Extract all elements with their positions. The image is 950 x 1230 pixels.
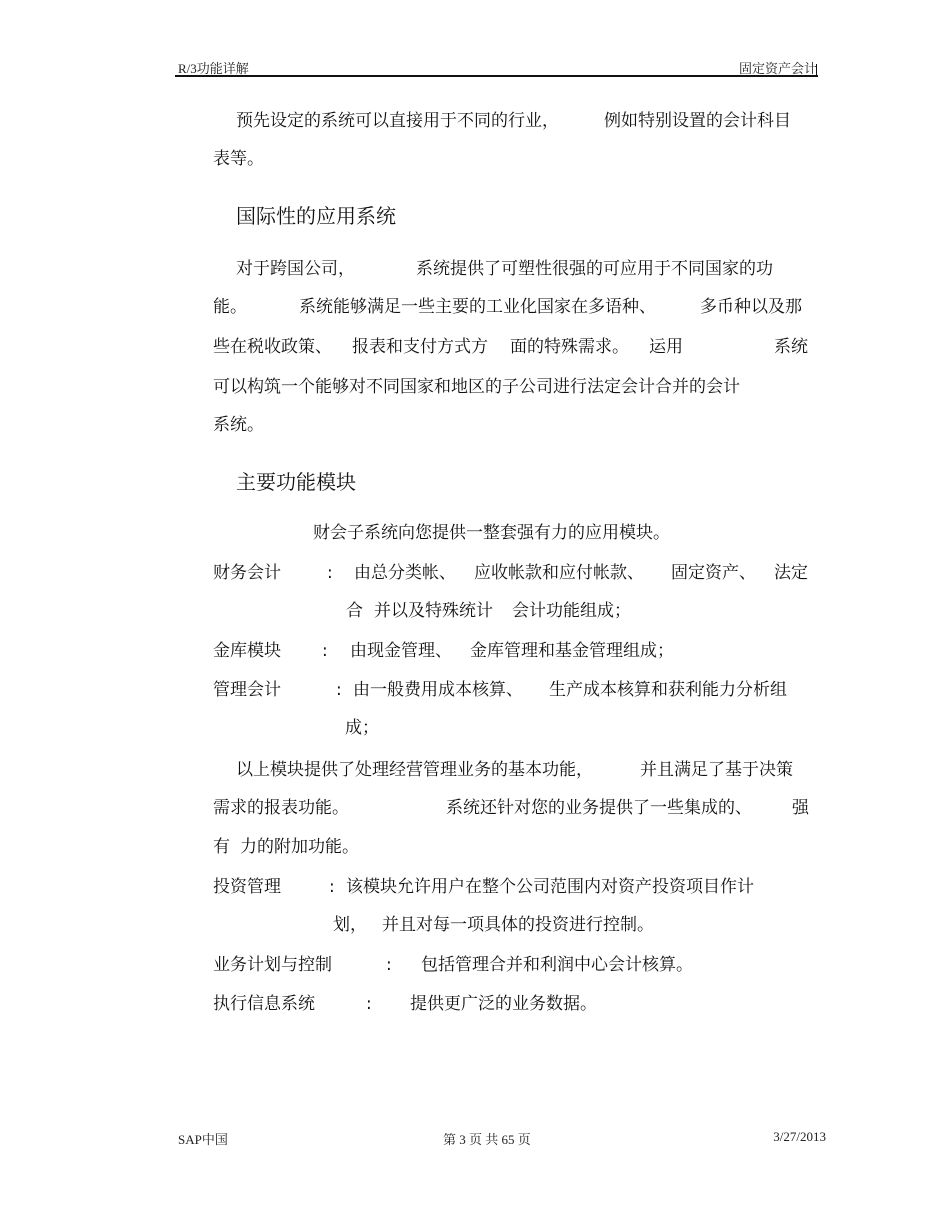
module-fi-name: 财务会计 — [213, 563, 281, 583]
p3-line2b: 系统还针对您的业务提供了一些集成的、 — [446, 798, 752, 818]
module-fi-desc1b: 应收帐款和应付帐款、 — [474, 563, 644, 583]
module-eis-name: 执行信息系统 — [213, 994, 315, 1014]
p1-line2: 表等。 — [213, 149, 264, 169]
header-rule-tick — [816, 64, 817, 75]
module-fi-desc1c: 固定资产、 — [671, 563, 756, 583]
module-co-colon: : — [336, 680, 342, 700]
module-fi-desc2c: 会计功能组成； — [512, 601, 631, 621]
module-fi-desc2a: 合 — [346, 601, 363, 621]
module-bp-colon: : — [386, 955, 392, 975]
p3-line2c: 强 — [792, 798, 809, 818]
header-rule — [175, 75, 818, 77]
module-co-desc1a: 由一般费用成本核算、 — [353, 680, 523, 700]
p1-line1a: 预先设定的系统可以直接用于不同的行业， — [236, 111, 559, 131]
module-bp-name: 业务计划与控制 — [213, 955, 332, 975]
p2-line4: 可以构筑一个能够对不同国家和地区的子公司进行法定会计合并的会计 — [213, 377, 740, 397]
module-tr-desc1b: 金库管理和基金管理组成； — [470, 641, 674, 661]
module-fi-desc1a: 由总分类帐、 — [354, 563, 456, 583]
p3-line3b: 力的附加功能。 — [240, 837, 359, 857]
footer-date: 3/27/2013 — [773, 1129, 826, 1144]
p2-line3d: 运用 — [649, 337, 683, 357]
p2-line3b: 报表和支付方式方 — [352, 337, 488, 357]
module-im-desc2a: 划， — [333, 915, 367, 935]
heading-international: 国际性的应用系统 — [236, 204, 396, 228]
heading-main-modules: 主要功能模块 — [236, 470, 356, 494]
module-tr-desc1a: 由现金管理、 — [350, 641, 452, 661]
p3-line2a: 需求的报表功能。 — [213, 798, 349, 818]
module-tr-name: 金库模块 — [213, 641, 281, 661]
p1-line1b: 例如特别设置的会计科目 — [604, 111, 791, 131]
module-fi-desc2b: 并以及特殊统计 — [374, 601, 493, 621]
module-co-desc2: 成； — [345, 718, 379, 738]
p2-line2a: 能。 — [213, 297, 247, 317]
module-co-desc1b: 生产成本核算和获利能力分析组 — [549, 680, 787, 700]
p2-line2b: 系统能够满足一些主要的工业化国家在多语种、 — [299, 297, 656, 317]
module-fi-colon: : — [327, 563, 333, 583]
module-im-desc1: 该模块允许用户在整个公司范围内对资产投资项目作计 — [346, 877, 754, 897]
footer-company: SAP中国 — [178, 1132, 228, 1147]
p3-line1b: 并且满足了基于决策 — [640, 760, 793, 780]
p2-line3c: 面的特殊需求。 — [510, 337, 629, 357]
header-doc-title: R/3功能详解 — [178, 61, 249, 76]
footer-page-number: 第 3 页 共 65 页 — [443, 1132, 531, 1147]
p3-line3a: 有 — [213, 837, 230, 857]
p2-line3a: 些在税收政策、 — [213, 337, 332, 357]
module-co-name: 管理会计 — [213, 680, 281, 700]
module-im-colon: : — [329, 877, 335, 897]
p2-line1b: 系统提供了可塑性很强的可应用于不同国家的功 — [416, 259, 773, 279]
module-im-desc2b: 并且对每一项具体的投资进行控制。 — [382, 915, 654, 935]
module-eis-colon: : — [366, 994, 372, 1014]
module-tr-colon: : — [322, 641, 328, 661]
module-fi-desc1d: 法定 — [774, 563, 808, 583]
module-bp-desc1: 包括管理合并和利润中心会计核算。 — [421, 955, 693, 975]
module-eis-desc1: 提供更广泛的业务数据。 — [410, 994, 597, 1014]
p2-line1a: 对于跨国公司， — [236, 259, 355, 279]
p2-line3e: 系统 — [774, 337, 808, 357]
modules-intro: 财会子系统向您提供一整套强有力的应用模块。 — [313, 523, 670, 543]
p2-line5: 系统。 — [213, 415, 264, 435]
module-im-name: 投资管理 — [213, 877, 281, 897]
p3-line1a: 以上模块提供了处理经营管理业务的基本功能， — [236, 760, 593, 780]
p2-line2c: 多币种以及那 — [700, 297, 802, 317]
header-section-title: 固定资产会计 — [738, 61, 817, 76]
